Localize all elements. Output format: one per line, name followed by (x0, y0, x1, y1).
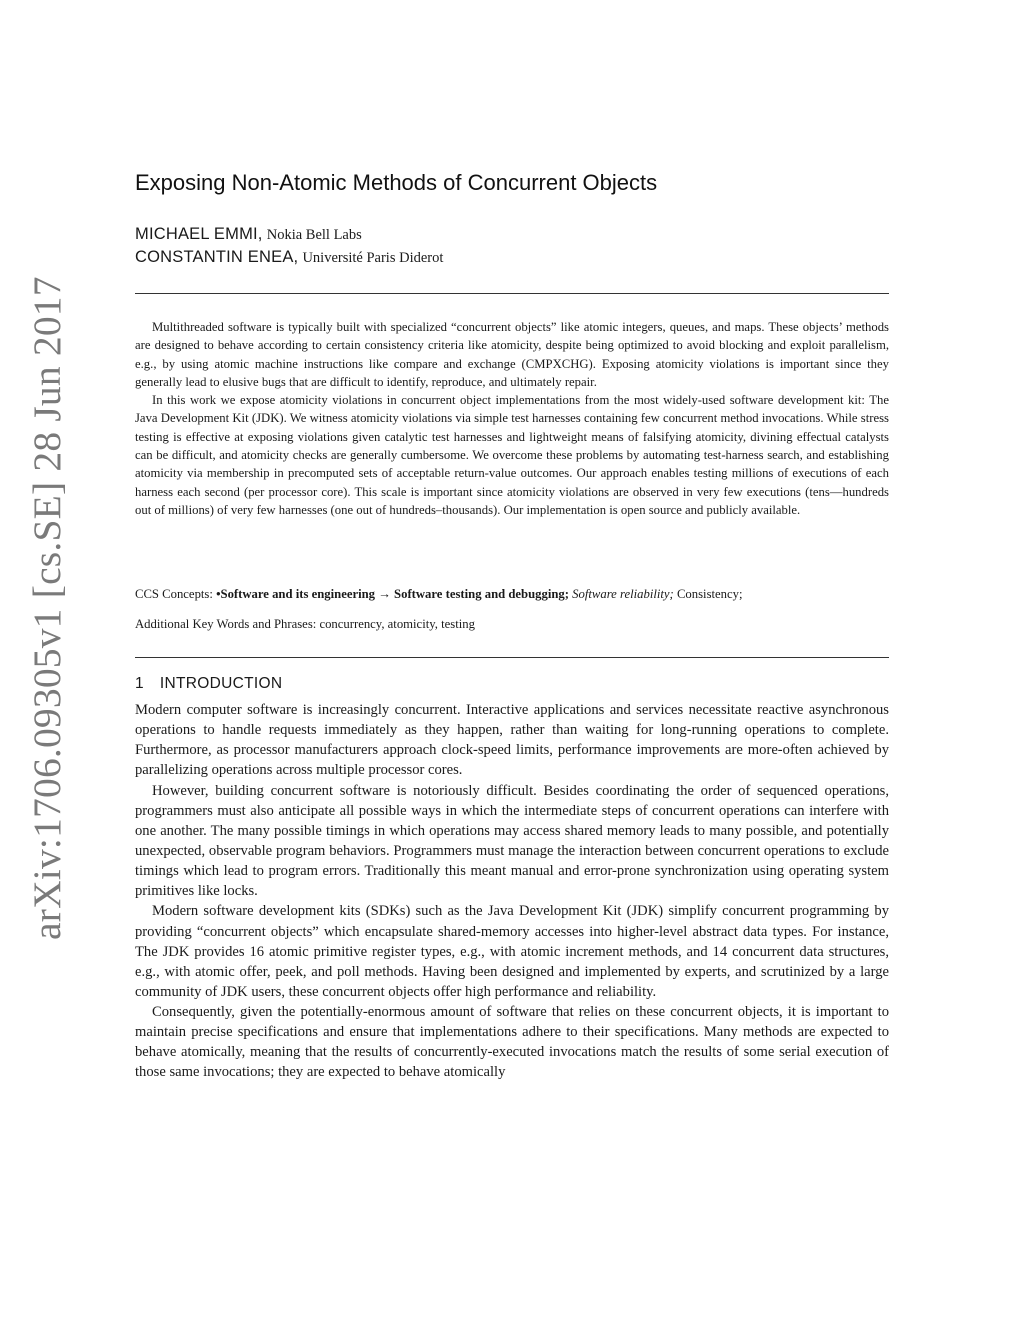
abstract (135, 318, 889, 519)
paper-title: Exposing Non-Atomic Methods of Concurrent Objects (135, 170, 658, 195)
ccs-bullet: • (216, 587, 221, 601)
ccs-concepts (135, 585, 889, 603)
abstract-paragraph: In this work we expose atomicity violations in concurrent object implementations from the most widely-used software development kit: The Java Development Kit (JDK). We witness atomicity violations via simple test harnesses containing few concurrent method invocations. While stress testing is effective at exposing violations given catalytic test harnesses and lightweight means of falsifying atomicity, divining effectual catalysts can be difficult, and atomicity checks are generally cumbersome. We overcome these problems by automating test-harness search, and establishing atomicity via membership in precomputed sets of acceptable return-value outcomes. Our approach enables testing millions of executions of each harness each second (per processor core). This scale is important since atomicity violations are observed in very few executions (tens—hundreds out of millions) of very few harnesses (one out of hundreds–thousands). Our implementation is open source and publicly available. (135, 393, 889, 517)
abstract-paragraph: Multithreaded software is typically built with specialized “concurrent objects” like atomic integers, queues, and maps. These objects’ methods are designed to behave according to certain consistency criteria like atomicity, despite being optimized to avoid blocking and exploit parallelism, e.g., by using atomic machine instructions like compare and exchange (CMPXCHG). Exposing atomicity violations is important since they generally lead to elusive bugs that are difficult to identify, reproduce, and ultimately repair. (135, 320, 889, 389)
author-line (135, 224, 362, 244)
author-line (135, 247, 443, 267)
section-heading (135, 675, 282, 693)
body-paragraph: Modern software development kits (SDKs) such as the Java Development Kit (JDK) simplify concurrent programming by providing “concurrent objects” which encapsulate shared-memory accesses into higher-level abstract data types. For instance, The JDK provides 16 atomic primitive register types, e.g., with atomic increment methods, and 14 concurrent data structures, e.g., with atomic offer, peek, and poll methods. Having been designed and implemented by experts, and scrutinized by a large community of JDK users, these concurrent objects offer high performance and reliability. (135, 903, 889, 1000)
body-text (135, 700, 889, 1082)
ccs-italic-concept: Software reliability; (569, 587, 674, 601)
author-name: CONSTANTIN ENEA, (135, 248, 299, 266)
header-divider (135, 293, 889, 294)
section-title: INTRODUCTION (159, 675, 283, 692)
ccs-main-concept: Software and its engineering (220, 587, 376, 601)
arxiv-identifier: arXiv:1706.09305v1 [cs.SE] 28 Jun 2017 (25, 276, 69, 940)
ccs-rest: Consistency; (673, 587, 743, 601)
ccs-arrow: → (375, 587, 395, 601)
abstract-divider (135, 657, 889, 658)
author-affiliation: Université Paris Diderot (302, 250, 444, 266)
body-paragraph: Modern computer software is increasingly concurrent. Interactive applications and services necessitate reactive asynchronous operations to handle requests immediately as they happen, rather than waiting for long-running operations to complete. Furthermore, as processor manufacturers approach clock-speed limits, performance improvements are more-often achieved by parallelizing operations across multiple processor cores. (135, 702, 889, 779)
author-affiliation: Nokia Bell Labs (266, 227, 362, 243)
author-name: MICHAEL EMMI, (135, 225, 263, 243)
keywords: Additional Key Words and Phrases: concurrency, atomicity, testing (135, 617, 475, 631)
section-number: 1 (135, 675, 144, 692)
body-paragraph: Consequently, given the potentially-enormous amount of software that relies on these concurrent objects, it is important to maintain precise specifications and ensure that implementations adhere to their specifications. Many methods are expected to behave atomically, meaning that the results of concurrently-executed invocations match the results of some serial execution of those same invocations; they are expected to behave atomically (135, 1004, 889, 1081)
body-paragraph: However, building concurrent software is notoriously difficult. Besides coordinating the order of sequenced operations, programmers must also anticipate all possible ways in which the intermediate steps of concurrent operations can interfere with one another. The many possible timings in which operations may access shared memory leads to many possible, and potentially unexpected, observable program behaviors. Programmers must manage the interaction between concurrent operations to exclude timings which lead to program errors. Traditionally this meant manual and error-prone synchronization using operating system primitives like locks. (135, 782, 889, 899)
ccs-sub-concept: Software testing and debugging; (394, 587, 569, 601)
ccs-label: CCS Concepts: (135, 587, 217, 601)
